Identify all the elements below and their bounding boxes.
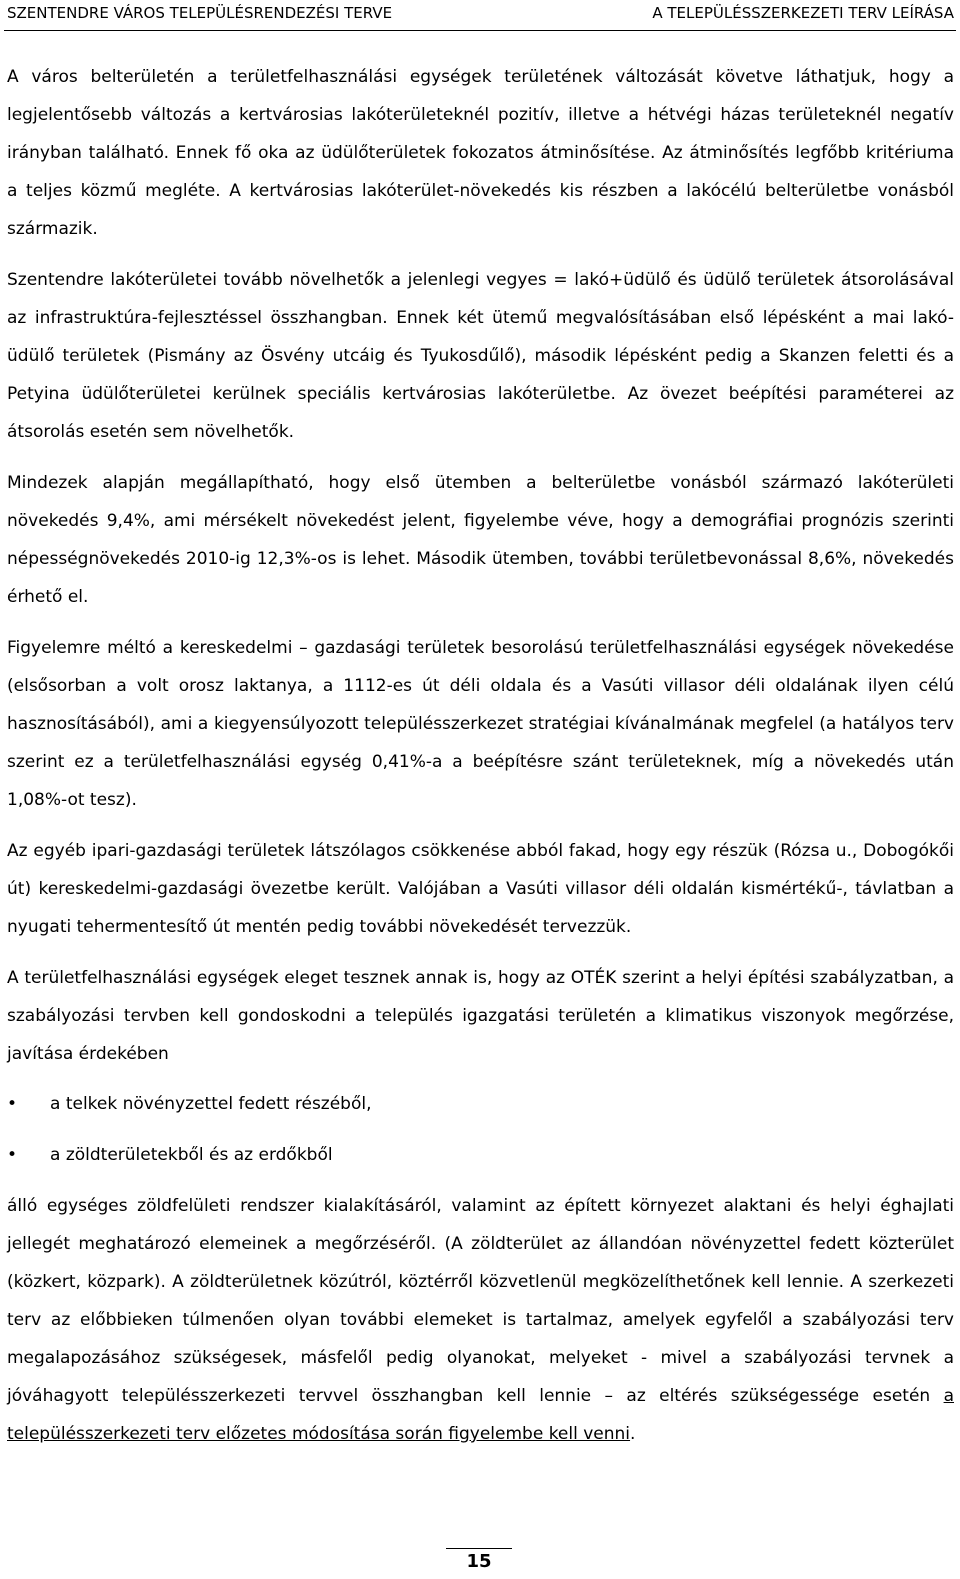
paragraph-6: A területfelhasználási egységek eleget tesznek annak is, hogy az OTÉK szerint a helyi építési szabályzatban, a szabályozási tervben kell gondoskodni a település igazgatási területén a klimatikus viszonyok megőrzése, javítása érdekében bbox=[7, 968, 954, 1064]
bullet-icon: • bbox=[7, 1094, 18, 1114]
page-footer bbox=[0, 1544, 960, 1574]
paragraph-5: Az egyéb ipari-gazdasági területek látszólagos csökkenése abból fakad, hogy egy részük (Rózsa u., Dobogókői út) kereskedelmi-gazdasági övezetbe került. Valójában a Vasúti villasor déli oldalán kismértékű-, távlatban a nyugati tehermentesítő út mentén pedig további növekedését tervezzük. bbox=[7, 841, 954, 937]
paragraph-7 bbox=[7, 1187, 954, 1453]
underlined-phrase: a településszerkezeti terv előzetes módosítása során figyelembe kell venni bbox=[7, 1386, 954, 1444]
list-item-text: a zöldterületekből és az erdőkből bbox=[50, 1145, 333, 1165]
header-rule bbox=[4, 30, 956, 31]
paragraph-1: A város belterületén a területfelhasználási egységek területének változását követve láthatjuk, hogy a legjelentősebb változás a kertvárosias lakóterületeknél pozitív, illetve a hétvégi házas területeknél negatív irányban található. Ennek fő oka az üdülőterületek fokozatos átminősítése. Az átminősítés legfőbb kritériuma a teljes közmű megléte. A kertvárosias lakóterület-növekedés kis részben a lakócélú belterületbe vonásból származik. bbox=[7, 67, 954, 239]
header-section-title: A TELEPÜLÉSSZERKEZETI TERV LEÍRÁSA bbox=[652, 4, 954, 22]
paragraph-4: Figyelemre méltó a kereskedelmi – gazdasági területek besorolású területfelhasználási egységek növekedése (elsősorban a volt orosz laktanya, a 1112-es út déli oldala és a Vasúti villasor déli oldalának ilyen célú hasznosításából), ami a kiegyensúlyozott településszerkezet stratégiai kívánalmának megfelel (a hatályos terv szerint ez a területfelhasználási egység 0,41%-a a beépítésre szánt területeknek, míg a növekedés után 1,08%-ot tesz). bbox=[7, 638, 954, 810]
closing-text: álló egységes zöldfelületi rendszer kialakításáról, valamint az épített környezet alaktani és helyi éghajlati jellegét meghatározó elemeinek a megőrzéséről. (A zöldterület az állandóan növényzettel fedett közterület (közkert, közpark). A zöldterületnek közútról, köztérről közvetlenül megközelíthetőnek kell lennie. A szerkezeti terv az előbbieken túlmenően olyan további elemeket is tartalmaz, amelyek egyfelől a szabályozási terv megalapozásához szükségesek, másfelől pedig olyanokat, melyeket - mivel a szabályozási tervnek a jóváhagyott településszerkezeti tervvel összhangban kell lennie – az eltérés szükségessége esetén bbox=[7, 1196, 954, 1406]
bullet-icon: • bbox=[7, 1145, 18, 1165]
document-body bbox=[7, 58, 954, 1453]
paragraph-2: Szentendre lakóterületei tovább növelhetők a jelenlegi vegyes = lakó+üdülő és üdülő területek átsorolásával az infrastruktúra-fejlesztéssel összhangban. Ennek két ütemű megvalósításában első lépésként a mai lakó-üdülő területek (Pismány az Ösvény utcáig és Tyukosdűlő), második lépésként pedig a Skanzen feletti és a Petyina üdülőterületei kerülnek speciális kertvárosias lakóterületbe. Az övezet beépítési paraméterei az átsorolás esetén sem növelhetők. bbox=[7, 270, 954, 442]
page-header bbox=[7, 4, 954, 26]
paragraph-3: Mindezek alapján megállapítható, hogy első ütemben a belterületbe vonásból származó lakóterületi növekedés 9,4%, ami mérsékelt növekedést jelent, figyelembe véve, hogy a demográfiai prognózis szerinti népességnövekedés 2010-ig 12,3%-os is lehet. Második ütemben, további területbevonással 8,6%, növekedés érhető el. bbox=[7, 473, 954, 607]
header-document-title: SZENTENDRE VÁROS TELEPÜLÉSRENDEZÉSI TERVE bbox=[7, 4, 393, 22]
list-item bbox=[7, 1136, 954, 1174]
closing-end: . bbox=[630, 1424, 636, 1444]
list-item-text: a telkek növényzettel fedett részéből, bbox=[50, 1094, 372, 1114]
list-item bbox=[7, 1085, 954, 1123]
bullet-list bbox=[7, 1085, 954, 1174]
page-number: 15 bbox=[446, 1548, 512, 1579]
